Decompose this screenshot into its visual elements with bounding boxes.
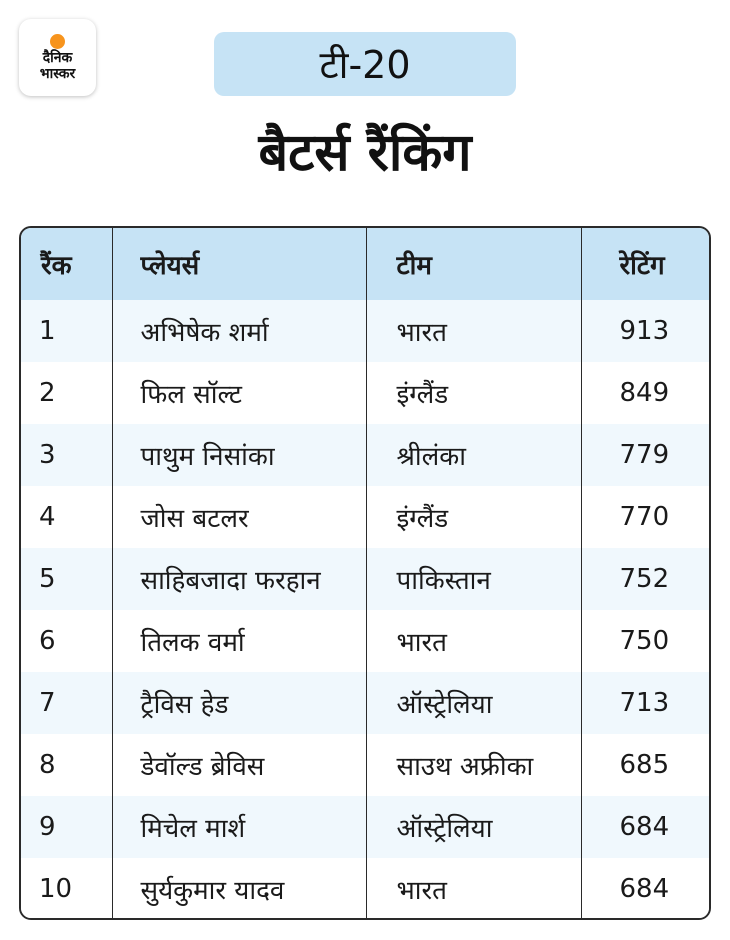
- table-header-row: [21, 228, 709, 300]
- player-cell: साहिबजादा फरहान: [112, 548, 366, 610]
- rank-cell: 10: [21, 858, 112, 920]
- format-badge: टी-20: [214, 32, 516, 96]
- table-row: [21, 796, 709, 858]
- table-row: [21, 424, 709, 486]
- sun-icon: [50, 34, 65, 49]
- team-cell: इंग्लैंड: [366, 362, 581, 424]
- rank-cell: 9: [21, 796, 112, 858]
- table-row: [21, 362, 709, 424]
- team-cell: ऑस्ट्रेलिया: [366, 796, 581, 858]
- rating-cell: 685: [619, 750, 670, 780]
- player-cell: पाथुम निसांका: [112, 424, 366, 486]
- rating-cell: 770: [619, 502, 670, 532]
- rating-cell: 779: [619, 440, 670, 470]
- player-cell: सुर्यकुमार यादव: [112, 858, 366, 920]
- table-row: [21, 610, 709, 672]
- table-row: [21, 486, 709, 548]
- team-cell: भारत: [366, 610, 581, 672]
- rank-cell: 5: [21, 548, 112, 610]
- rank-cell: 1: [21, 300, 112, 362]
- brand-logo: [19, 19, 96, 96]
- rating-cell: 713: [619, 688, 670, 718]
- rating-cell: 849: [619, 378, 670, 408]
- player-cell: मिचेल मार्श: [112, 796, 366, 858]
- team-cell: भारत: [366, 300, 581, 362]
- player-cell: डेवॉल्ड ब्रेविस: [112, 734, 366, 796]
- rating-cell: 684: [619, 874, 670, 904]
- header-rating: रेटिंग: [619, 251, 665, 281]
- page-title: बैटर्स रैंकिंग: [258, 123, 472, 183]
- rank-cell: 7: [21, 672, 112, 734]
- player-cell: जोस बटलर: [112, 486, 366, 548]
- team-cell: पाकिस्तान: [366, 548, 581, 610]
- team-cell: इंग्लैंड: [366, 486, 581, 548]
- header-rank: रैंक: [21, 228, 112, 300]
- rating-cell: 752: [619, 564, 670, 594]
- rankings-table: [21, 228, 709, 920]
- rank-cell: 2: [21, 362, 112, 424]
- table-row: [21, 672, 709, 734]
- table-row: [21, 858, 709, 920]
- team-cell: भारत: [366, 858, 581, 920]
- table-row: [21, 548, 709, 610]
- team-cell: साउथ अफ्रीका: [366, 734, 581, 796]
- rank-cell: 4: [21, 486, 112, 548]
- rating-cell: 750: [619, 626, 670, 656]
- rank-cell: 3: [21, 424, 112, 486]
- team-cell: ऑस्ट्रेलिया: [366, 672, 581, 734]
- rank-cell: 8: [21, 734, 112, 796]
- player-cell: फिल सॉल्ट: [112, 362, 366, 424]
- rating-cell: 684: [619, 812, 670, 842]
- player-cell: अभिषेक शर्मा: [112, 300, 366, 362]
- table-row: [21, 734, 709, 796]
- brand-line-1: दैनिक: [42, 49, 73, 66]
- rank-cell: 6: [21, 610, 112, 672]
- player-cell: तिलक वर्मा: [112, 610, 366, 672]
- player-cell: ट्रैविस हेड: [112, 672, 366, 734]
- rankings-table-container: [19, 226, 711, 920]
- header-player: प्लेयर्स: [112, 228, 366, 300]
- header-team: टीम: [366, 228, 581, 300]
- brand-line-2: भास्कर: [39, 65, 76, 82]
- table-row: [21, 300, 709, 362]
- rating-cell: 913: [619, 316, 670, 346]
- team-cell: श्रीलंका: [366, 424, 581, 486]
